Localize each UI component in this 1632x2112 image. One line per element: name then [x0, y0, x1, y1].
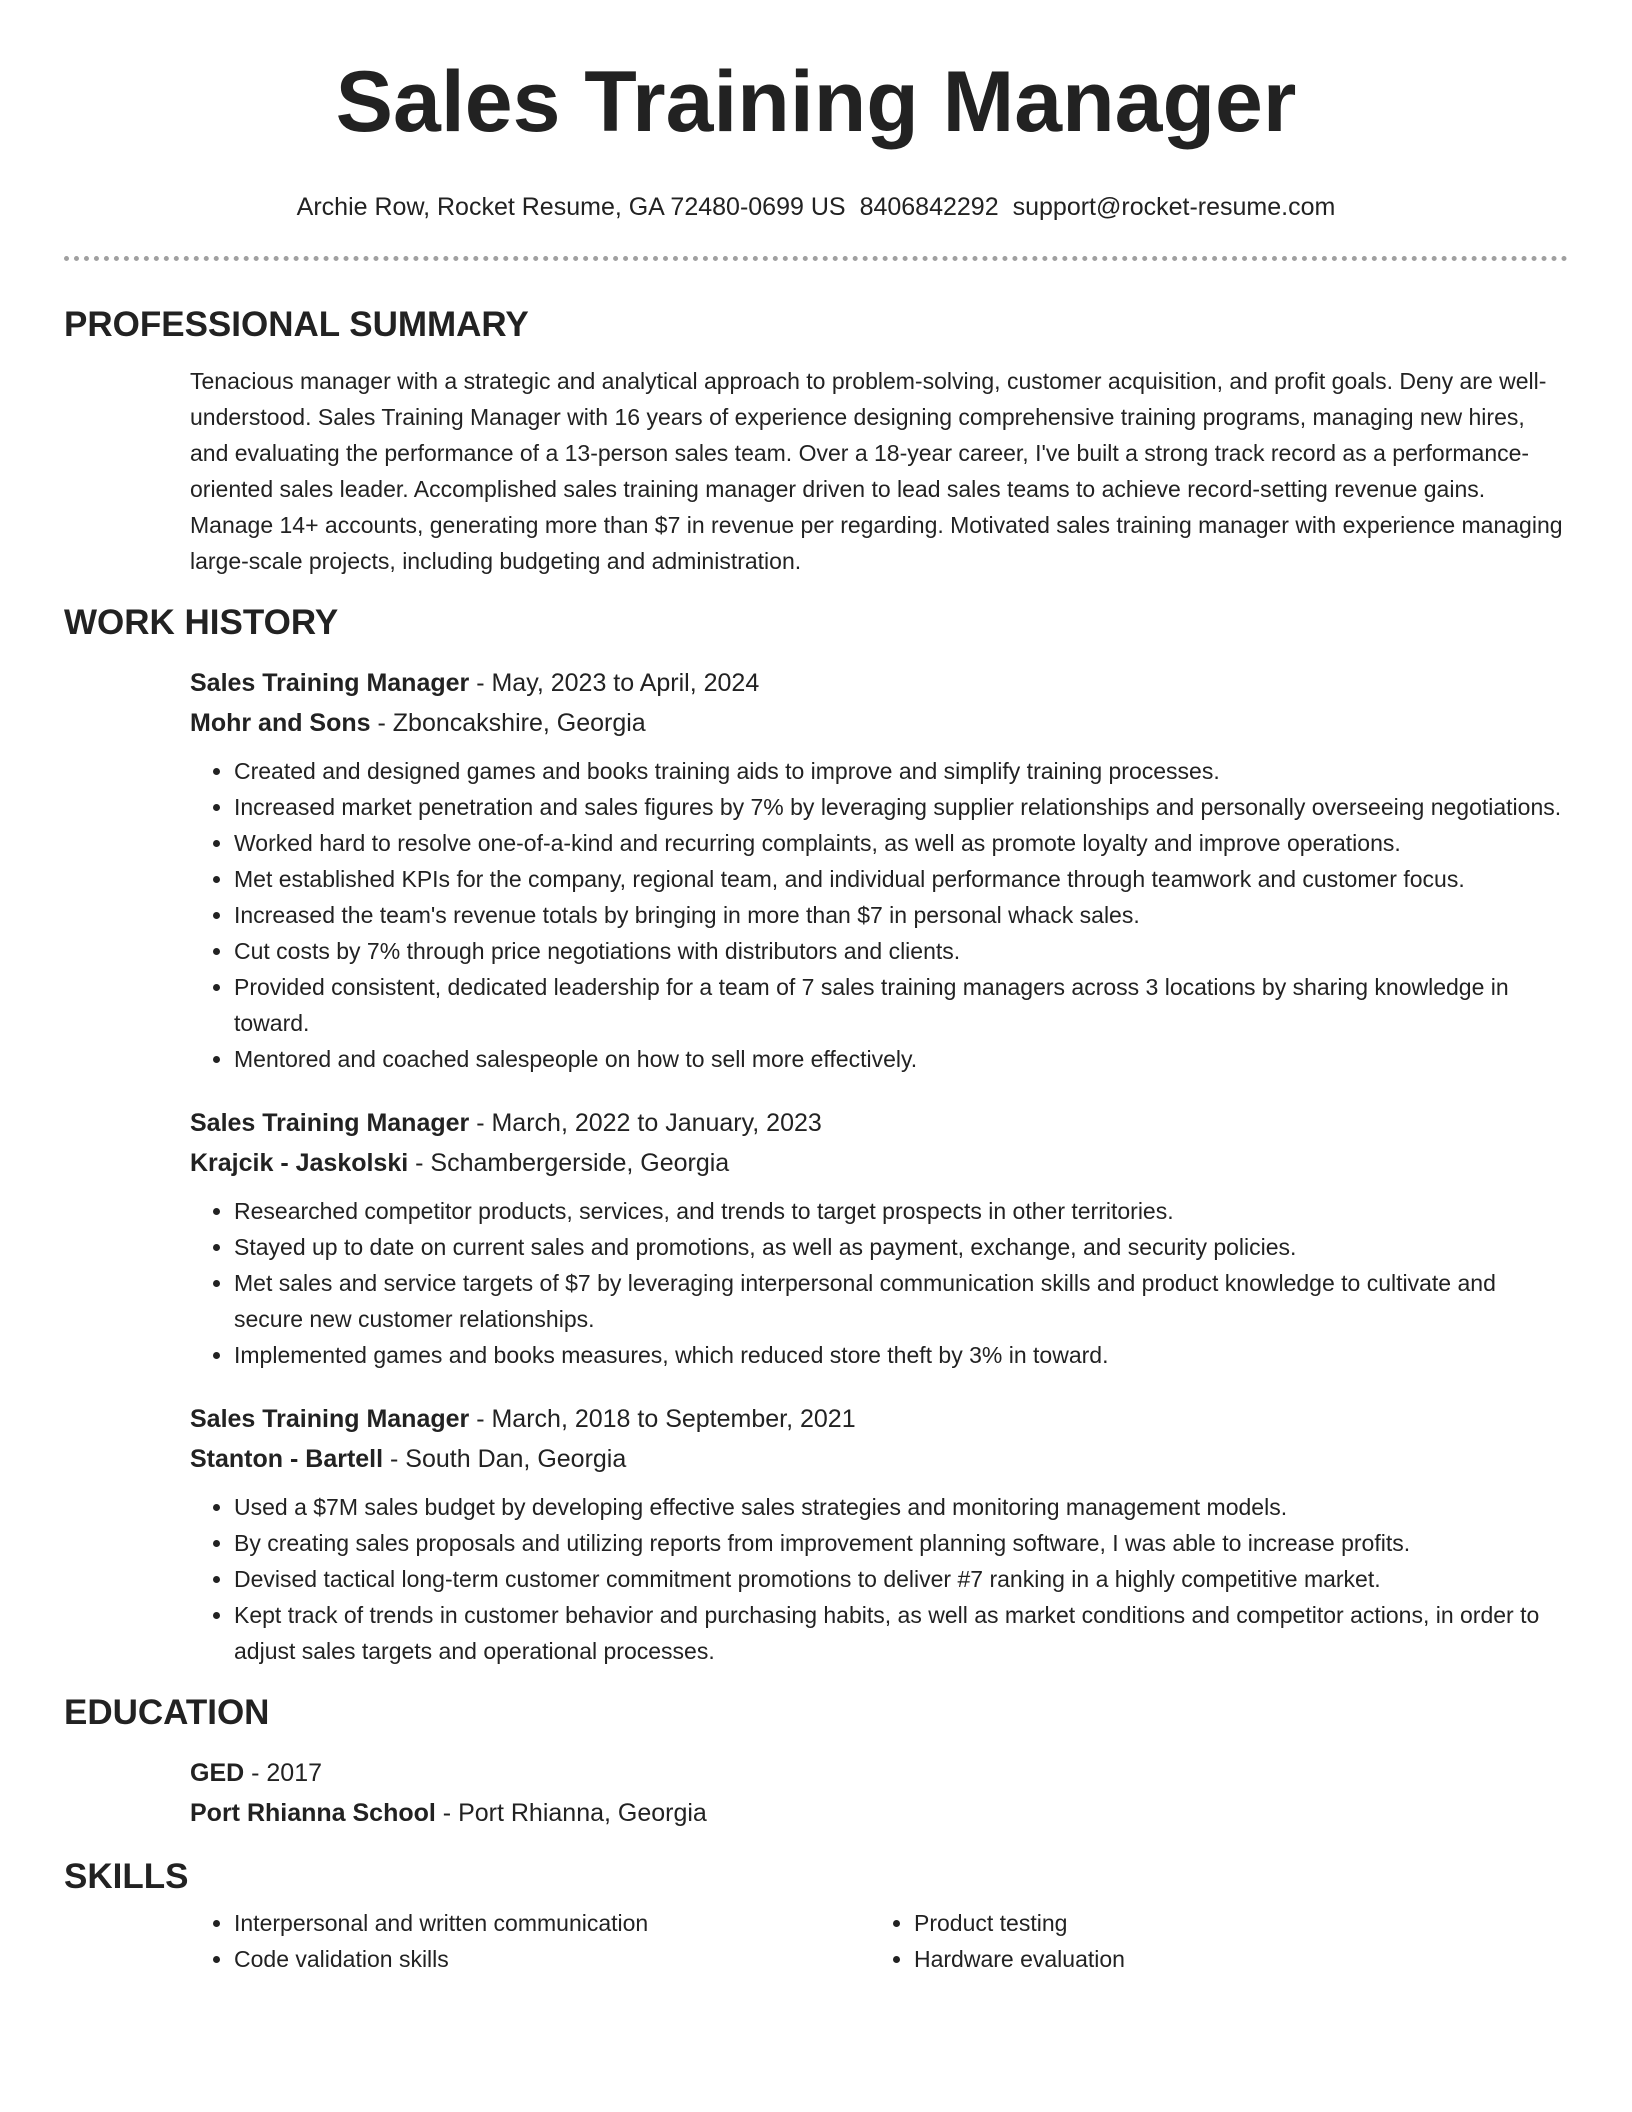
education-school-line: [190, 1793, 1568, 1833]
job-company-line: [190, 703, 1568, 743]
job-location: - Zboncakshire, Georgia: [370, 709, 646, 737]
job-bullet: • Increased market penetration and sales figures by 7% by leveraging supplier relationships and personally overseeing negotiations.: [234, 789, 1568, 825]
job-bullet: • Worked hard to resolve one-of-a-kind and recurring complaints, as well as promote loyalty and improve operations.: [234, 825, 1568, 861]
job-bullets: [190, 1193, 1568, 1373]
education-year: - 2017: [244, 1759, 323, 1787]
education-degree-line: [190, 1753, 1568, 1793]
job-bullet: • Devised tactical long-term customer commitment promotions to deliver #7 ranking in a highly competitive market.: [234, 1561, 1568, 1597]
skills-list-right: [870, 1905, 1470, 1977]
summary-heading: PROFESSIONAL SUMMARY: [64, 305, 529, 344]
job-entry: [64, 663, 1568, 1077]
job-company: Stanton - Bartell: [190, 1445, 384, 1473]
job-bullet: • Used a $7M sales budget by developing effective sales strategies and monitoring management models.: [234, 1489, 1568, 1525]
skill-item: • Interpersonal and written communication: [234, 1905, 870, 1941]
job-location: - Schambergerside, Georgia: [408, 1149, 730, 1177]
job-title: Sales Training Manager: [190, 1109, 470, 1137]
job-entry: [64, 1103, 1568, 1373]
job-bullet: • Cut costs by 7% through price negotiations with distributors and clients.: [234, 933, 1568, 969]
skill-item: • Code validation skills: [234, 1941, 870, 1977]
job-title: Sales Training Manager: [190, 669, 470, 697]
skill-item: • Hardware evaluation: [914, 1941, 1470, 1977]
summary-text: Tenacious manager with a strategic and analytical approach to problem-solving, customer acquisition, and profit goals. Deny are well-understood. Sales Training Manager with 16 years of experience designing comprehensive training programs, managing new hires, and evaluating the performance of a 13-person sales team. Over a 18-year career, I've built a strong track record as a performance-oriented sales leader. Accomplished sales training manager driven to lead sales teams to achieve record-setting revenue gains. Manage 14+ accounts, generating more than $7 in revenue per regarding. Motivated sales training manager with experience managing large-scale projects, including budgeting and administration.: [190, 368, 1563, 574]
job-bullets: [190, 753, 1568, 1077]
job-bullet: • Implemented games and books measures, which reduced store theft by 3% in toward.: [234, 1337, 1568, 1373]
contact-address: Archie Row, Rocket Resume, GA 72480-0699 US: [296, 193, 846, 221]
job-company-line: [190, 1439, 1568, 1479]
job-company: Krajcik - Jaskolski: [190, 1149, 409, 1177]
resume-title: Sales Training Manager: [335, 54, 1297, 150]
job-dates: - March, 2022 to January, 2023: [469, 1109, 822, 1137]
job-dates: - March, 2018 to September, 2021: [469, 1405, 856, 1433]
summary-section: [64, 363, 1568, 579]
job-company-line: [190, 1143, 1568, 1183]
skills-section: [64, 1905, 1568, 1977]
job-bullets: [190, 1489, 1568, 1669]
education-heading: EDUCATION: [64, 1693, 270, 1732]
job-bullet: • Mentored and coached salespeople on how to sell more effectively.: [234, 1041, 1568, 1077]
job-title: Sales Training Manager: [190, 1405, 470, 1433]
skills-heading: SKILLS: [64, 1857, 189, 1896]
work-history-heading: WORK HISTORY: [64, 603, 339, 642]
contact-email: support@rocket-resume.com: [1012, 193, 1336, 221]
job-bullet: • Kept track of trends in customer behavior and purchasing habits, as well as market conditions and competitor actions, in order to adjust sales targets and operational processes.: [234, 1597, 1568, 1669]
job-bullet: • Met established KPIs for the company, regional team, and individual performance through teamwork and customer focus.: [234, 861, 1568, 897]
education-degree: GED: [190, 1759, 245, 1787]
education-school: Port Rhianna School: [190, 1799, 436, 1827]
job-bullet: • Created and designed games and books training aids to improve and simplify training processes.: [234, 753, 1568, 789]
job-title-line: [190, 1399, 1568, 1439]
education-entry: [64, 1753, 1568, 1833]
contact-line: [64, 192, 1568, 222]
job-bullet: • Provided consistent, dedicated leadership for a team of 7 sales training managers across 3 locations by sharing knowledge in toward.: [234, 969, 1568, 1041]
contact-phone: 8406842292: [859, 193, 999, 221]
job-title-line: [190, 663, 1568, 703]
job-bullet: • Met sales and service targets of $7 by leveraging interpersonal communication skills and product knowledge to cultivate and secure new customer relationships.: [234, 1265, 1568, 1337]
skills-list-left: [190, 1905, 870, 1977]
job-bullet: • Increased the team's revenue totals by bringing in more than $7 in personal whack sales.: [234, 897, 1568, 933]
job-title-line: [190, 1103, 1568, 1143]
education-location: - Port Rhianna, Georgia: [435, 1799, 707, 1827]
job-bullet: • By creating sales proposals and utilizing reports from improvement planning software, I was able to increase profits.: [234, 1525, 1568, 1561]
job-bullet: • Researched competitor products, services, and trends to target prospects in other territories.: [234, 1193, 1568, 1229]
job-bullet: • Stayed up to date on current sales and promotions, as well as payment, exchange, and security policies.: [234, 1229, 1568, 1265]
skill-item: • Product testing: [914, 1905, 1470, 1941]
job-entry: [64, 1399, 1568, 1669]
header-divider: [64, 256, 1568, 261]
job-location: - South Dan, Georgia: [383, 1445, 627, 1473]
skills-grid: [190, 1905, 1568, 1977]
job-dates: - May, 2023 to April, 2024: [469, 669, 760, 697]
job-company: Mohr and Sons: [190, 709, 371, 737]
